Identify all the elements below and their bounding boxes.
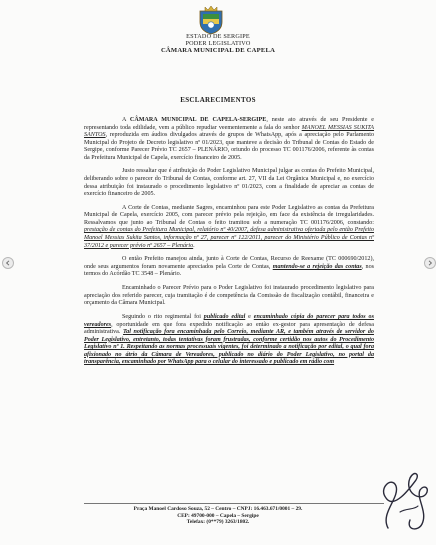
notification-emphasis: Tal notificação fora encaminhada pelo Correio, mediante AR, e também através de servidor do Poder Legislativo, entretanto, todas tentativas foram frustradas, conforme certidão nos autos do Procedimento Legislativo nº 1. Respeitando as normas processuais vigentes, foi determinado a notificação por edital, o qual fora afixionado no átrio da Câmara de Vereadores, publicado no diário do Poder Legislativo, no portal da transparência, encaminhado por WhatsApp para o celular do interessado e publicado em rádio com xyxy=(84,329,374,366)
header-state: ESTADO DE SERGIPE xyxy=(186,33,250,40)
header-chamber: CÂMARA MUNICIPAL DE CAPELA xyxy=(160,47,276,54)
paragraph-1: A CÂMARA MUNICIPAL DE CAPELA-SERGIPE, neste ato através de seu Presidente e representando toda edilidade, vem a público repudiar veementemente a fala do senhor MANOEL MESSIAS SUKITA SANTOS, reproduzida em áudios divulgados através de grupos de WhatsApp, após a apreciação pelo Parlamento Municipal do Projeto de Decreto legislativo nº 01/2023, que manteve a decisão do Tribunal de Contas do Estado de Sergipe, conforme Parecer Prévio TC 2657 – PLENÁRIO, oriundo do processo TC 001176/2006, referente às contas da Prefeitura Municipal de Capela, exercício financeiro de 2005. xyxy=(84,117,375,161)
process-list: prestação de contas do Prefeitura Municipal, relatório nº 40/2007, defesa administrativa ofertada pelo então Prefeito Manoel Messias Sukita Santos, informação nº 27, parecer nº 122/2011, parecer do Ministério Público de Contas nº 37/2012 e parecer prévio nº 2657 – Plenário xyxy=(84,227,374,249)
paragraph-6: Seguindo o rito regimental foi publicado edital e encaminhado cópia do parecer para todos os vereadores, oportunidade em que fora expedido notificação ao então ex-gestor para apresentação de defesa administrativa. Tal notificação fora encaminhada pelo Correio, mediante AR, e também através de servidor do Poder Legislativo, entretanto, todas tentativas foram frustradas, conforme certidão nos autos do Procedimento Legislativo nº 1. Respeitando as normas processuais vigentes, foi determinado a notificação por edital, o qual fora afixionado no átrio da Câmara de Vereadores, publicado no diário do Poder Legislativo, no portal da transparência, encaminhado por WhatsApp para o celular do interessado e publicado em rádio com xyxy=(84,313,374,366)
chevron-left-icon xyxy=(5,260,11,266)
paragraph-4: O então Prefeito manejou ainda, junto à Corte de Contas, Recurso de Reexame (TC 000690/2012), onde seus argumentos foram novamente apreciados pela Corte de Contas, mantendo-se a rejeição das contas, nos termos do Acórdão TC 3548 – Plenário. xyxy=(84,256,374,278)
footer-cep: CEP: 49700-000 – Capela – Sergipe xyxy=(177,512,259,519)
paragraph-3: A Corte de Contas, mediante Sagres, encaminhou para este Poder Legislativo as contas da Prefeitura Municipal de Capela, exercício 2005, com parecer prévio pela rejeição, em face da existência de irregularidades. Ressalvamos que junto ao Tribunal de Contas o feito tramitou sob a numeração TC 001176/2006, constando: prestação de contas do Prefeitura Municipal, relatório nº 40/2007, defesa administrativa ofertada pelo então Prefeito Manoel Messias Sukita Santos, informação nº 27, parecer nº 122/2011, parecer do Ministério Público de Contas nº 37/2012 e parecer prévio nº 2657 – Plenário. xyxy=(84,204,374,249)
footer-divider xyxy=(84,503,384,504)
footer-address: Praça Manoel Cardoso Souza, 52 – Centro – CNPJ: 16.463.671/0001 – 29. xyxy=(133,506,303,512)
chevron-right-icon xyxy=(427,260,433,266)
footer-phone: Telefax: (0**79) 3263/1802. xyxy=(186,519,250,526)
document-title: ESCLARECIMENTOS xyxy=(180,96,256,104)
paragraph-5: Encaminhado o Parecer Prévio para o Poder Legislativo foi instaurado procedimento legislativo para apreciação dos referido parecer, cuja tramitação é de competência da Comissão de fiscalização contábil, financeira e orçamento da Câmara Municipal. xyxy=(84,285,374,307)
person-name: MANOEL MESSIAS SUKITA SANTOS xyxy=(84,124,375,139)
previous-page-button[interactable] xyxy=(2,257,14,269)
handwritten-signature xyxy=(370,458,434,538)
coat-of-arms-icon xyxy=(197,5,225,35)
paragraph-2: Justo ressaltar que é atribuição do Poder Legislativo Municipal julgar as contas do Prefeito Municipal, deliberando sobre o parecer do Tribunal de Contas, conforme art. 27, VII da Lei Orgânica Municipal e, no exercício dessa atribuição foi instaurado o procedimento legislativo nº 01/2023, com a finalidade de apreciar as contas de exercício financeiro de 2005. xyxy=(84,168,374,198)
header-branch: PODER LEGISLATIVO xyxy=(185,40,251,47)
document-body xyxy=(84,117,374,373)
chamber-name: CÂMARA MUNICIPAL DE CAPELA-SERGIPE xyxy=(129,117,267,123)
next-page-button[interactable] xyxy=(424,257,436,269)
rejection-emphasis: mantendo-se a rejeição das contas xyxy=(272,263,362,270)
